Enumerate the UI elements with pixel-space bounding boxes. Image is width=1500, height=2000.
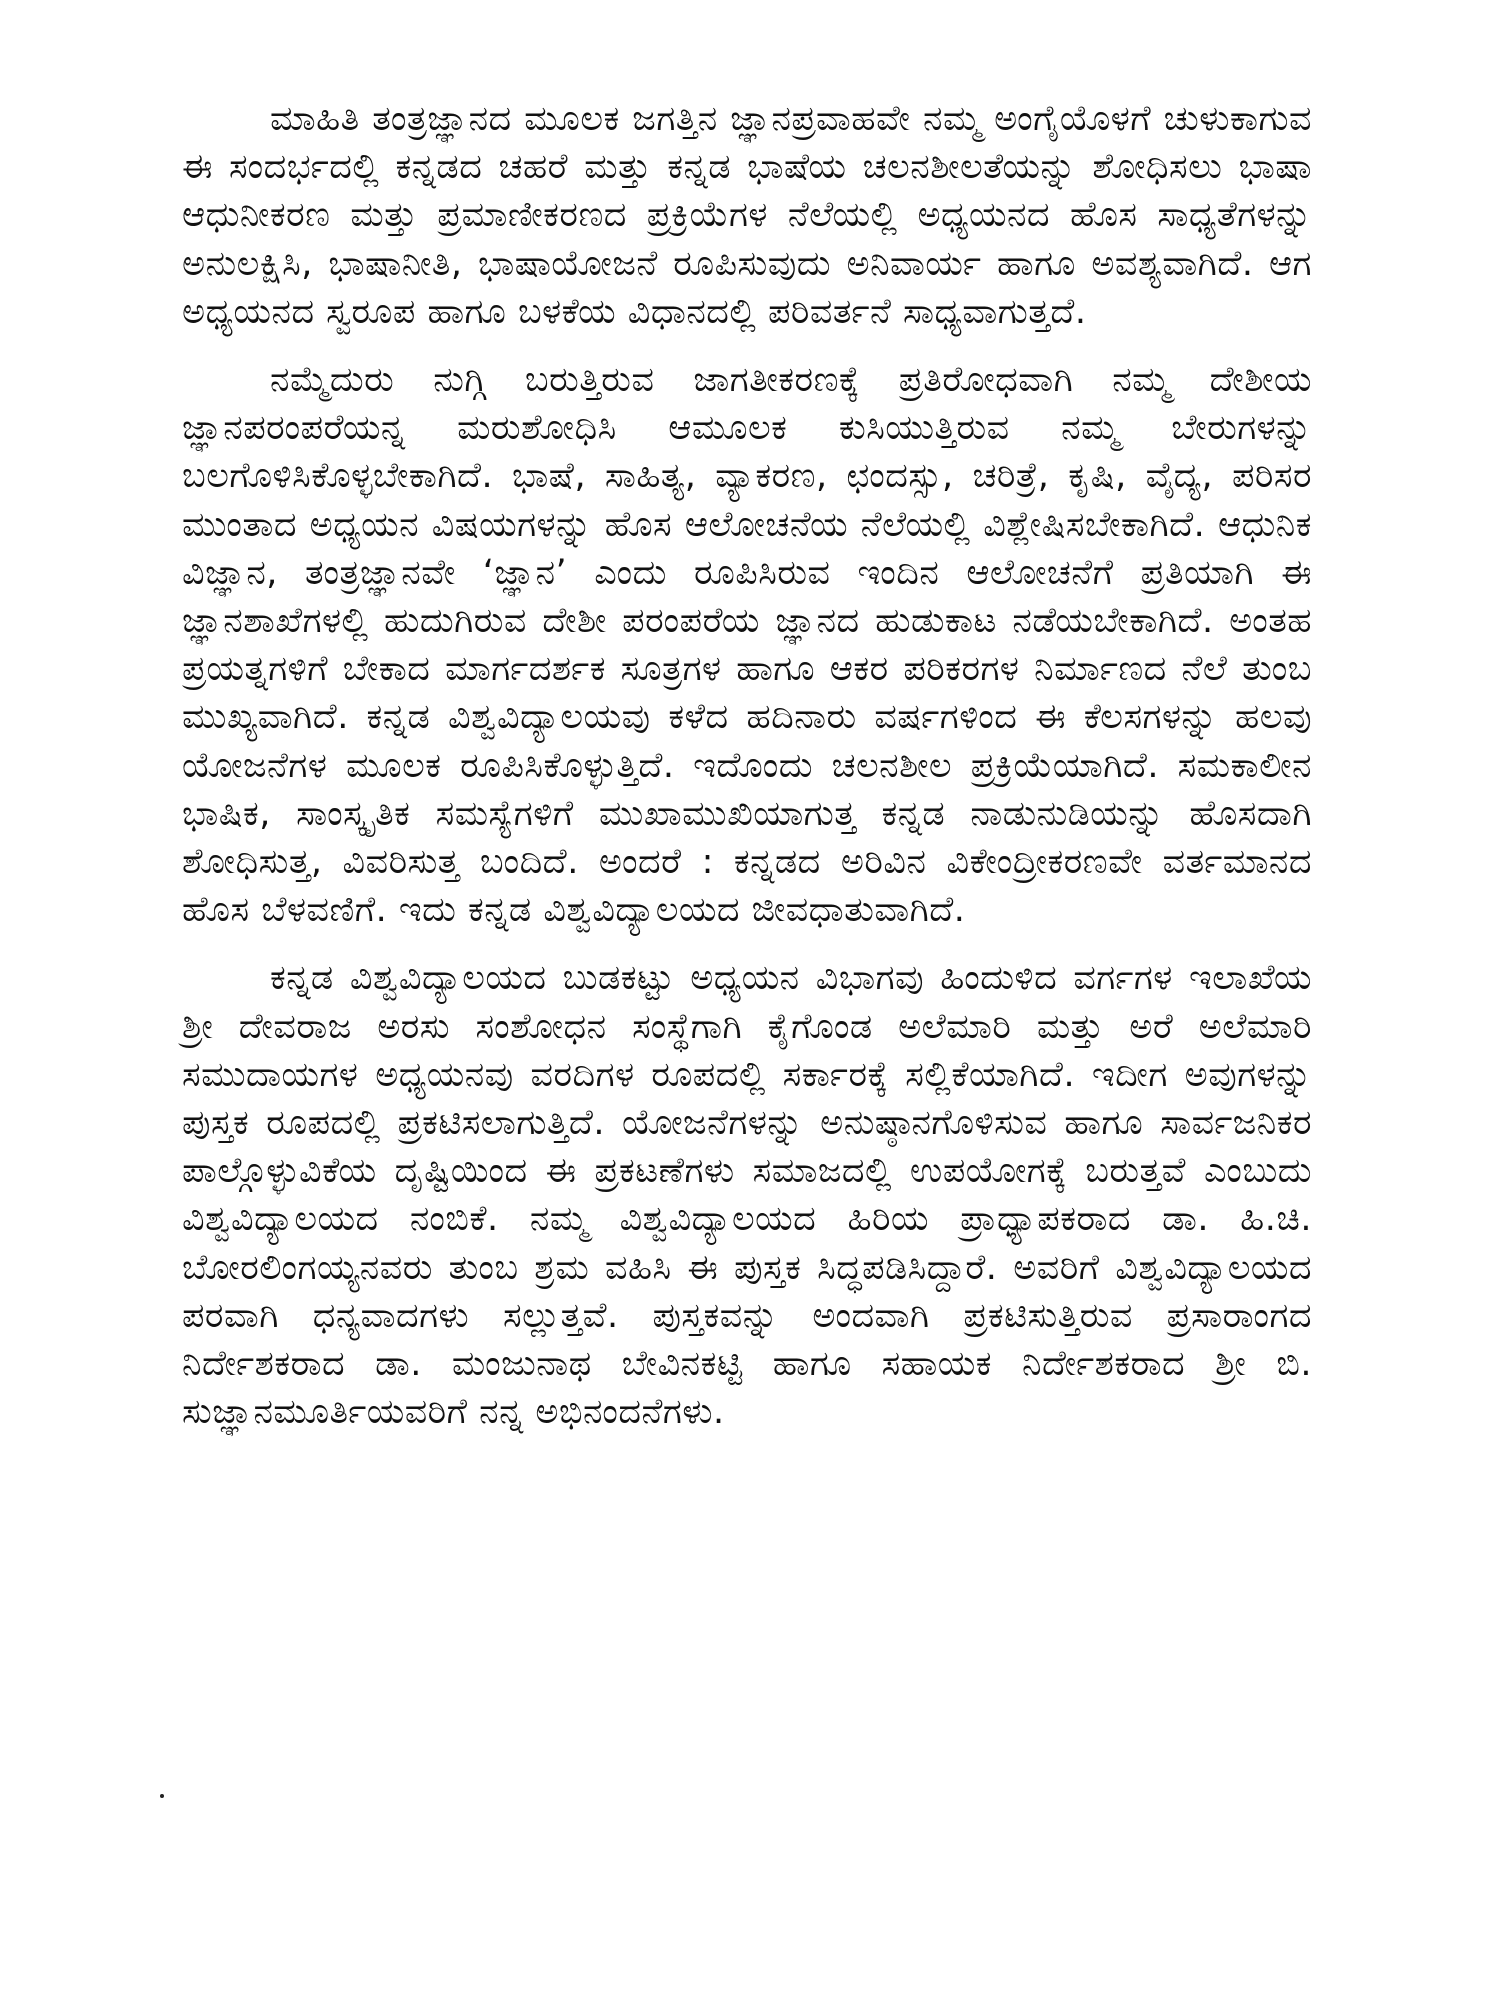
scan-speck [160, 1794, 164, 1798]
document-body [182, 95, 1312, 1436]
paragraph-3: ಕನ್ನಡ ವಿಶ್ವವಿದ್ಯಾಲಯದ ಬುಡಕಟ್ಟು ಅಧ್ಯಯನ ವಿಭಾಗವು ಹಿಂದುಳಿದ ವರ್ಗಗಳ ಇಲಾಖೆಯ ಶ್ರೀ ದೇವರಾಜ ಅರಸು ಸಂಶೋಧನ ಸಂಸ್ಥೆಗಾಗಿ ಕೈಗೊಂಡ ಅಲೆಮಾರಿ ಮತ್ತು ಅರೆ ಅಲೆಮಾರಿ ಸಮುದಾಯಗಳ ಅಧ್ಯಯನವು ವರದಿಗಳ ರೂಪದಲ್ಲಿ ಸರ್ಕಾರಕ್ಕೆ ಸಲ್ಲಿಕೆಯಾಗಿದೆ. ಇದೀಗ ಅವುಗಳನ್ನು ಪುಸ್ತಕ ರೂಪದಲ್ಲಿ ಪ್ರಕಟಿಸಲಾಗುತ್ತಿದೆ. ಯೋಜನೆಗಳನ್ನು ಅನುಷ್ಠಾನಗೊಳಿಸುವ ಹಾಗೂ ಸಾರ್ವಜನಿಕರ ಪಾಲ್ಗೊಳ್ಳುವಿಕೆಯ ದೃಷ್ಟಿಯಿಂದ ಈ ಪ್ರಕಟಣೆಗಳು ಸಮಾಜದಲ್ಲಿ ಉಪಯೋಗಕ್ಕೆ ಬರುತ್ತವೆ ಎಂಬುದು ವಿಶ್ವವಿದ್ಯಾಲಯದ ನಂಬಿಕೆ. ನಮ್ಮ ವಿಶ್ವವಿದ್ಯಾಲಯದ ಹಿರಿಯ ಪ್ರಾಧ್ಯಾಪಕರಾದ ಡಾ. ಹಿ.ಚಿ. ಬೋರಲಿಂಗಯ್ಯನವರು ತುಂಬ ಶ್ರಮ ವಹಿಸಿ ಈ ಪುಸ್ತಕ ಸಿದ್ಧಪಡಿಸಿದ್ದಾರೆ. ಅವರಿಗೆ ವಿಶ್ವವಿದ್ಯಾಲಯದ ಪರವಾಗಿ ಧನ್ಯವಾದಗಳು ಸಲ್ಲುತ್ತವೆ. ಪುಸ್ತಕವನ್ನು ಅಂದವಾಗಿ ಪ್ರಕಟಿಸುತ್ತಿರುವ ಪ್ರಸಾರಾಂಗದ ನಿರ್ದೇಶಕರಾದ ಡಾ. ಮಂಜುನಾಥ ಬೇವಿನಕಟ್ಟಿ ಹಾಗೂ ಸಹಾಯಕ ನಿರ್ದೇಶಕರಾದ ಶ್ರೀ ಬಿ. ಸುಜ್ಞಾನಮೂರ್ತಿಯವರಿಗೆ ನನ್ನ ಅಭಿನಂದನೆಗಳು. [182, 958, 1312, 1433]
paragraph-2: ನಮ್ಮೆದುರು ನುಗ್ಗಿ ಬರುತ್ತಿರುವ ಜಾಗತೀಕರಣಕ್ಕೆ ಪ್ರತಿರೋಧವಾಗಿ ನಮ್ಮ ದೇಶೀಯ ಜ್ಞಾನಪರಂಪರೆಯನ್ನ ಮರುಶೋಧಿಸಿ ಆಮೂಲಕ ಕುಸಿಯುತ್ತಿರುವ ನಮ್ಮ ಬೇರುಗಳನ್ನು ಬಲಗೊಳಿಸಿಕೊಳ್ಳಬೇಕಾಗಿದೆ. ಭಾಷೆ, ಸಾಹಿತ್ಯ, ವ್ಯಾಕರಣ, ಛಂದಸ್ಸು, ಚರಿತ್ರೆ, ಕೃಷಿ, ವೈದ್ಯ, ಪರಿಸರ ಮುಂತಾದ ಅಧ್ಯಯನ ವಿಷಯಗಳನ್ನು ಹೊಸ ಆಲೋಚನೆಯ ನೆಲೆಯಲ್ಲಿ ವಿಶ್ಲೇಷಿಸಬೇಕಾಗಿದೆ. ಆಧುನಿಕ ವಿಜ್ಞಾನ, ತಂತ್ರಜ್ಞಾನವೇ ‘ಜ್ಞಾನ’ ಎಂದು ರೂಪಿಸಿರುವ ಇಂದಿನ ಆಲೋಚನೆಗೆ ಪ್ರತಿಯಾಗಿ ಈ ಜ್ಞಾನಶಾಖೆಗಳಲ್ಲಿ ಹುದುಗಿರುವ ದೇಶೀ ಪರಂಪರೆಯ ಜ್ಞಾನದ ಹುಡುಕಾಟ ನಡೆಯಬೇಕಾಗಿದೆ. ಅಂತಹ ಪ್ರಯತ್ನಗಳಿಗೆ ಬೇಕಾದ ಮಾರ್ಗದರ್ಶಕ ಸೂತ್ರಗಳ ಹಾಗೂ ಆಕರ ಪರಿಕರಗಳ ನಿರ್ಮಾಣದ ನೆಲೆ ತುಂಬ ಮುಖ್ಯವಾಗಿದೆ. ಕನ್ನಡ ವಿಶ್ವವಿದ್ಯಾಲಯವು ಕಳೆದ ಹದಿನಾರು ವರ್ಷಗಳಿಂದ ಈ ಕೆಲಸಗಳನ್ನು ಹಲವು ಯೋಜನೆಗಳ ಮೂಲಕ ರೂಪಿಸಿಕೊಳ್ಳುತ್ತಿದೆ. ಇದೊಂದು ಚಲನಶೀಲ ಪ್ರಕ್ರಿಯೆಯಾಗಿದೆ. ಸಮಕಾಲೀನ ಭಾಷಿಕ, ಸಾಂಸ್ಕೃತಿಕ ಸಮಸ್ಯೆಗಳಿಗೆ ಮುಖಾಮುಖಿಯಾಗುತ್ತ ಕನ್ನಡ ನಾಡುನುಡಿಯನ್ನು ಹೊಸದಾಗಿ ಶೋಧಿಸುತ್ತ, ವಿವರಿಸುತ್ತ ಬಂದಿದೆ. ಅಂದರೆ : ಕನ್ನಡದ ಅರಿವಿನ ವಿಕೇಂದ್ರೀಕರಣವೇ ವರ್ತಮಾನದ ಹೊಸ ಬೆಳವಣಿಗೆ. ಇದು ಕನ್ನಡ ವಿಶ್ವವಿದ್ಯಾಲಯದ ಜೀವಧಾತುವಾಗಿದೆ. [182, 360, 1312, 931]
paragraph-1: ಮಾಹಿತಿ ತಂತ್ರಜ್ಞಾನದ ಮೂಲಕ ಜಗತ್ತಿನ ಜ್ಞಾನಪ್ರವಾಹವೇ ನಮ್ಮ ಅಂಗೈಯೊಳಗೆ ಚುಳುಕಾಗುವ ಈ ಸಂದರ್ಭದಲ್ಲಿ ಕನ್ನಡದ ಚಹರೆ ಮತ್ತು ಕನ್ನಡ ಭಾಷೆಯ ಚಲನಶೀಲತೆಯನ್ನು ಶೋಧಿಸಲು ಭಾಷಾ ಆಧುನೀಕರಣ ಮತ್ತು ಪ್ರಮಾಣೀಕರಣದ ಪ್ರಕ್ರಿಯೆಗಳ ನೆಲೆಯಲ್ಲಿ ಅಧ್ಯಯನದ ಹೊಸ ಸಾಧ್ಯತೆಗಳನ್ನು ಅನುಲಕ್ಷಿಸಿ, ಭಾಷಾನೀತಿ, ಭಾಷಾಯೋಜನೆ ರೂಪಿಸುವುದು ಅನಿವಾರ್ಯ ಹಾಗೂ ಅವಶ್ಯವಾಗಿದೆ. ಆಗ ಅಧ್ಯಯನದ ಸ್ವರೂಪ ಹಾಗೂ ಬಳಕೆಯ ವಿಧಾನದಲ್ಲಿ ಪರಿವರ್ತನೆ ಸಾಧ್ಯವಾಗುತ್ತದೆ. [182, 99, 1312, 332]
